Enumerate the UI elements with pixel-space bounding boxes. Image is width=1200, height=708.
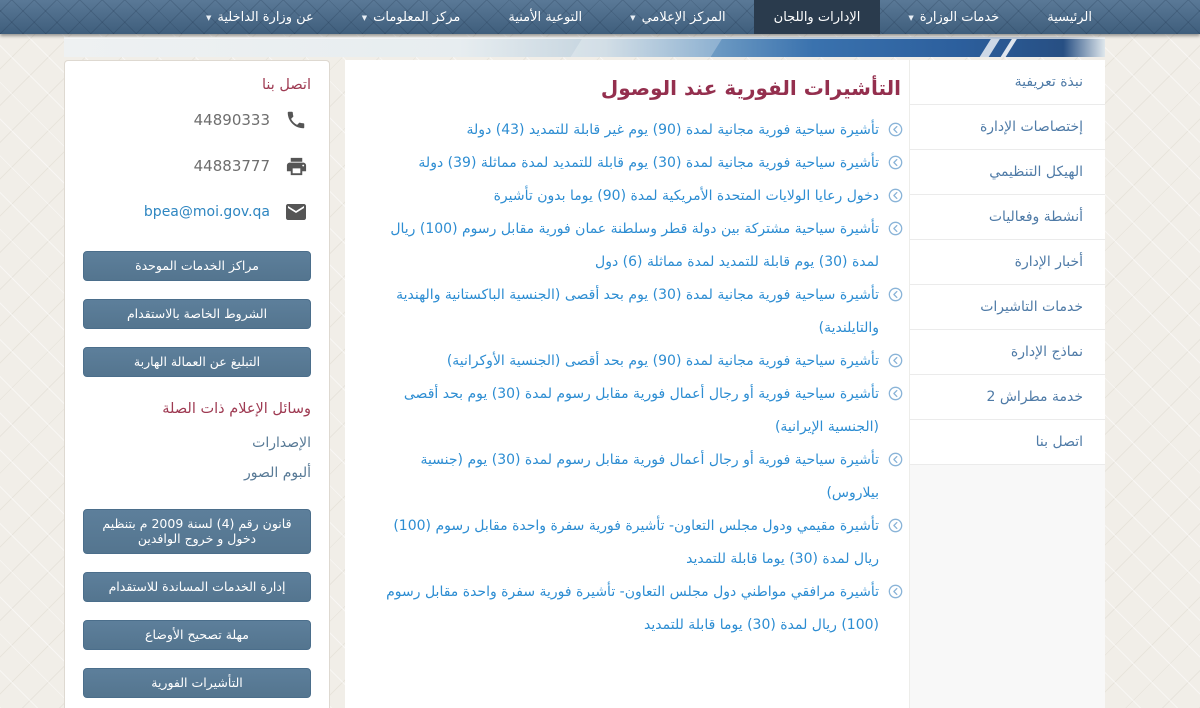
nav-item[interactable] <box>610 0 745 34</box>
related-media-title: وسائل الإعلام ذات الصلة <box>162 401 311 417</box>
visa-item-text: تأشيرة سياحية فورية مجانية لمدة (90) يوم غير قابلة للتمديد (43) دولة <box>466 122 879 138</box>
section-menu-item[interactable] <box>910 285 1105 330</box>
visa-list <box>369 114 903 642</box>
fax-number: 44883777 <box>193 157 270 175</box>
chevron-down-icon: ▼ <box>908 14 914 22</box>
section-menu-item-label: خدمة مطراش 2 <box>986 389 1083 405</box>
arrow-bullet-icon <box>887 452 903 468</box>
visa-list-item[interactable] <box>369 180 903 213</box>
sidebar-action-button[interactable]: الشروط الخاصة بالاستقدام <box>83 299 311 329</box>
nav-item[interactable] <box>488 0 602 34</box>
top-navbar <box>0 0 1200 34</box>
section-menu-item-label: اتصل بنا <box>1035 434 1083 450</box>
nav-item-label: الإدارات واللجان <box>773 9 861 25</box>
nav-item-label: خدمات الوزارة <box>919 9 1000 25</box>
section-menu-item[interactable] <box>910 240 1105 285</box>
header-banner <box>64 37 1105 57</box>
media-link[interactable]: ألبوم الصور <box>243 465 311 481</box>
main-content <box>345 60 909 708</box>
visa-item-text: تأشيرة مقيمي ودول مجلس التعاون- تأشيرة فورية سفرة واحدة مقابل رسوم (100) ريال لمدة (30) يوما قابلة للتمديد <box>393 518 879 567</box>
media-link[interactable]: الإصدارات <box>252 435 311 451</box>
contact-buttons-top <box>83 251 311 377</box>
email-row <box>83 199 311 225</box>
visa-item-text: تأشيرة سياحية فورية مجانية لمدة (30) يوم قابلة للتمديد لمدة مماثلة (39) دولة <box>418 155 879 171</box>
section-menu-item-label: الهيكل التنظيمي <box>989 164 1083 180</box>
visa-list-item[interactable] <box>369 345 903 378</box>
chevron-down-icon: ▼ <box>361 14 368 22</box>
nav-item-label: المركز الإعلامي <box>641 9 726 25</box>
nav-item[interactable] <box>754 0 881 34</box>
arrow-bullet-icon <box>887 221 903 237</box>
page-title: التأشيرات الفورية عند الوصول <box>600 76 901 100</box>
section-menu-item[interactable] <box>910 60 1105 105</box>
nav-item[interactable] <box>888 0 1019 34</box>
arrow-bullet-icon <box>887 155 903 171</box>
arrow-bullet-icon <box>887 584 903 600</box>
visa-list-item[interactable] <box>369 114 903 147</box>
arrow-bullet-icon <box>887 188 903 204</box>
visa-list-item[interactable] <box>369 510 903 576</box>
section-menu-item[interactable] <box>910 195 1105 240</box>
email-icon <box>283 199 309 225</box>
visa-list-item[interactable] <box>369 279 903 345</box>
section-menu-item[interactable] <box>910 375 1105 420</box>
visa-item-text: تأشيرة سياحية مشتركة بين دولة قطر وسلطنة عمان فورية مقابل رسوم (100) ريال لمدة (30) يوم قابلة للتمديد لمدة مماثلة (6) دول <box>390 221 879 270</box>
chevron-down-icon: ▼ <box>205 14 212 22</box>
arrow-bullet-icon <box>887 287 903 303</box>
contact-sidebar <box>64 60 330 708</box>
visa-list-item[interactable] <box>369 213 903 279</box>
sidebar-action-button[interactable]: قانون رقم (4) لسنة 2009 م بتنظيم دخول و خروج الوافدين <box>83 509 311 554</box>
content-area <box>345 60 1105 708</box>
arrow-bullet-icon <box>887 122 903 138</box>
section-menu-item[interactable] <box>910 330 1105 375</box>
section-menu-item[interactable] <box>910 150 1105 195</box>
arrow-bullet-icon <box>887 386 903 402</box>
nav-items <box>0 0 1200 34</box>
visa-item-text: تأشيرة سياحية فورية مجانية لمدة (90) يوم بحد أقصى (الجنسية الأوكرانية) <box>446 353 879 369</box>
sidebar-action-button[interactable]: مهلة تصحيح الأوضاع <box>83 620 311 650</box>
sidebar-action-button[interactable]: إدارة الخدمات المساندة للاستقدام <box>83 572 311 602</box>
section-menu-item-label: أنشطة وفعاليات <box>988 209 1083 225</box>
email-address[interactable]: bpea@moi.gov.qa <box>143 204 270 220</box>
media-links <box>83 435 311 481</box>
nav-item-label: التوعية الأمنية <box>508 9 583 25</box>
fax-icon <box>283 153 309 179</box>
visa-item-text: دخول رعايا الولايات المتحدة الأمريكية لمدة (90) يوما بدون تأشيرة <box>493 188 879 204</box>
section-menu-item-label: نماذج الإدارة <box>1010 344 1083 360</box>
section-menu-item[interactable] <box>910 105 1105 150</box>
section-menu-item-label: أخبار الإدارة <box>1014 254 1083 270</box>
nav-item[interactable] <box>1027 0 1112 34</box>
nav-item-label: مركز المعلومات <box>373 9 461 25</box>
visa-item-text: تأشيرة سياحية فورية مجانية لمدة (30) يوم بحد أقصى (الجنسية الباكستانية والهندية والتايلندية) <box>396 287 879 336</box>
arrow-bullet-icon <box>887 518 903 534</box>
visa-item-text: تأشيرة مرافقي مواطني دول مجلس التعاون- تأشيرة فورية سفرة واحدة مقابل رسوم (100) ريال لمدة (30) يوما قابلة للتمديد <box>386 584 879 633</box>
section-menu-item-label: إختصاصات الإدارة <box>979 119 1083 135</box>
visa-item-text: تأشيرة سياحية فورية أو رجال أعمال فورية مقابل رسوم لمدة (30) يوم (جنسية بيلاروس) <box>420 452 879 501</box>
phone-row <box>83 107 311 133</box>
section-menu-item-label: نبذة تعريفية <box>1014 74 1083 90</box>
contact-buttons-bottom <box>83 509 311 698</box>
section-menu-item[interactable] <box>910 420 1105 465</box>
phone-number: 44890333 <box>193 111 270 129</box>
visa-list-item[interactable] <box>369 576 903 642</box>
sidebar-action-button[interactable]: التبليغ عن العمالة الهاربة <box>83 347 311 377</box>
contact-title: اتصل بنا <box>261 77 311 93</box>
fax-row <box>83 153 311 179</box>
visa-list-item[interactable] <box>369 147 903 180</box>
sidebar-action-button[interactable]: التأشيرات الفورية <box>83 668 311 698</box>
section-menu-item-label: خدمات التاشيرات <box>980 299 1083 315</box>
sidebar-action-button[interactable]: مراكز الخدمات الموحدة <box>83 251 311 281</box>
visa-list-item[interactable] <box>369 444 903 510</box>
visa-list-item[interactable] <box>369 378 903 444</box>
chevron-down-icon: ▼ <box>630 14 636 22</box>
nav-item[interactable] <box>186 0 334 34</box>
nav-item-label: عن وزارة الداخلية <box>217 9 314 25</box>
visa-item-text: تأشيرة سياحية فورية أو رجال أعمال فورية مقابل رسوم لمدة (30) يوم بحد أقصى (الجنسية الإيرانية) <box>403 386 879 435</box>
nav-item-label: الرئيسية <box>1047 9 1092 25</box>
banner-stripe <box>975 37 1003 57</box>
nav-item[interactable] <box>342 0 481 34</box>
arrow-bullet-icon <box>887 353 903 369</box>
phone-icon <box>283 107 309 133</box>
section-menu <box>909 60 1105 708</box>
banner-stripe <box>566 37 725 57</box>
